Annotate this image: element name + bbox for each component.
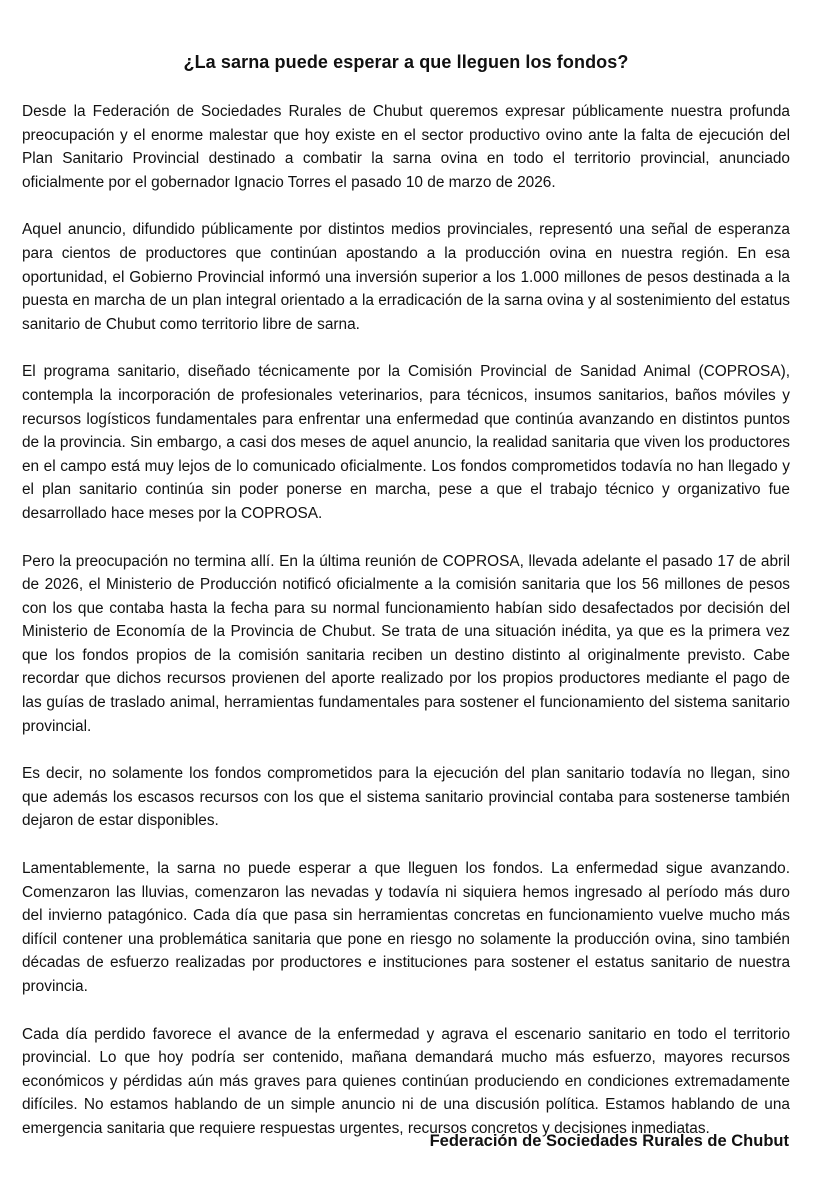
document-body [22,100,790,1141]
signature: Federación de Sociedades Rurales de Chubut [429,1132,789,1150]
paragraph-5: Es decir, no solamente los fondos comprometidos para la ejecución del plan sanitario todavía no llegan, sino que además los escasos recursos con los que el sistema sanitario provincial contaba para sostenerse también dejaron de estar disponibles. [22,765,790,830]
paragraph-4: Pero la preocupación no termina allí. En la última reunión de COPROSA, llevada adelante el pasado 17 de abril de 2026, el Ministerio de Producción notificó oficialmente a la comisión sanitaria que los 56 millones de pesos con los que contaba hasta la fecha para su normal funcionamiento habían sido desafectados por decisión del Ministerio de Economía de la Provincia de Chubut. Se trata de una situación inédita, ya que es la primera vez que los fondos propios de la comisión sanitaria reciben un destino distinto al originalmente previsto. Cabe recordar que dichos recursos provienen del aporte realizado por los propios productores mediante el pago de las guías de traslado animal, herramientas fundamentales para sostener el funcionamiento del sistema sanitario provincial. [22,552,790,735]
document-title: ¿La sarna puede esperar a que lleguen los fondos? [183,52,629,72]
paragraph-3: El programa sanitario, diseñado técnicamente por la Comisión Provincial de Sanidad Animal (COPROSA), contempla la incorporación de profesionales veterinarios, para técnicos, insumos sanitarios, baños móviles y recursos logísticos fundamentales para enfrentar una enfermedad que continúa avanzando en distintos puntos de la provincia. Sin embargo, a casi dos meses de aquel anuncio, la realidad sanitaria que viven los productores en el campo está muy lejos de lo comunicado oficialmente. Los fondos comprometidos todavía no han llegado y el plan sanitario continúa sin poder ponerse en marcha, pese a que el trabajo técnico y organizativo fue desarrollado hace meses por la COPROSA. [22,363,790,522]
paragraph-6: Lamentablemente, la sarna no puede esperar a que lleguen los fondos. La enfermedad sigue avanzando. Comenzaron las lluvias, comenzaron las nevadas y todavía ni siquiera hemos ingresado al período más duro del invierno patagónico. Cada día que pasa sin herramientas concretas en funcionamiento vuelve mucho más difícil contener una problemática sanitaria que pone en riesgo no solamente la producción ovina, sino también décadas de esfuerzo realizadas por productores e instituciones para sostener el estatus sanitario de nuestra provincia. [22,860,790,995]
paragraph-7: Cada día perdido favorece el avance de la enfermedad y agrava el escenario sanitario en todo el territorio provincial. Lo que hoy podría ser contenido, mañana demandará mucho más esfuerzo, mayores recursos económicos y pérdidas aún más graves para quienes continúan produciendo en condiciones extremadamente difíciles. No estamos hablando de un simple anuncio ni de una discusión política. Estamos hablando de una emergencia sanitaria que requiere respuestas urgentes, recursos concretos y decisiones inmediatas. [22,1025,790,1137]
paragraph-1: Desde la Federación de Sociedades Rurales de Chubut queremos expresar públicamente nuestra profunda preocupación y el enorme malestar que hoy existe en el sector productivo ovino ante la falta de ejecución del Plan Sanitario Provincial destinado a combatir la sarna ovina en todo el territorio provincial, anunciado oficialmente por el gobernador Ignacio Torres el pasado 10 de marzo de 2026. [22,103,790,191]
document-page [22,0,790,1165]
paragraph-2: Aquel anuncio, difundido públicamente por distintos medios provinciales, representó una señal de esperanza para cientos de productores que continúan apostando a la producción ovina en nuestra región. En esa oportunidad, el Gobierno Provincial informó una inversión superior a los 1.000 millones de pesos destinada a la puesta en marcha de un plan integral orientado a la erradicación de la sarna ovina y al sostenimiento del estatus sanitario de Chubut como territorio libre de sarna. [22,221,790,333]
